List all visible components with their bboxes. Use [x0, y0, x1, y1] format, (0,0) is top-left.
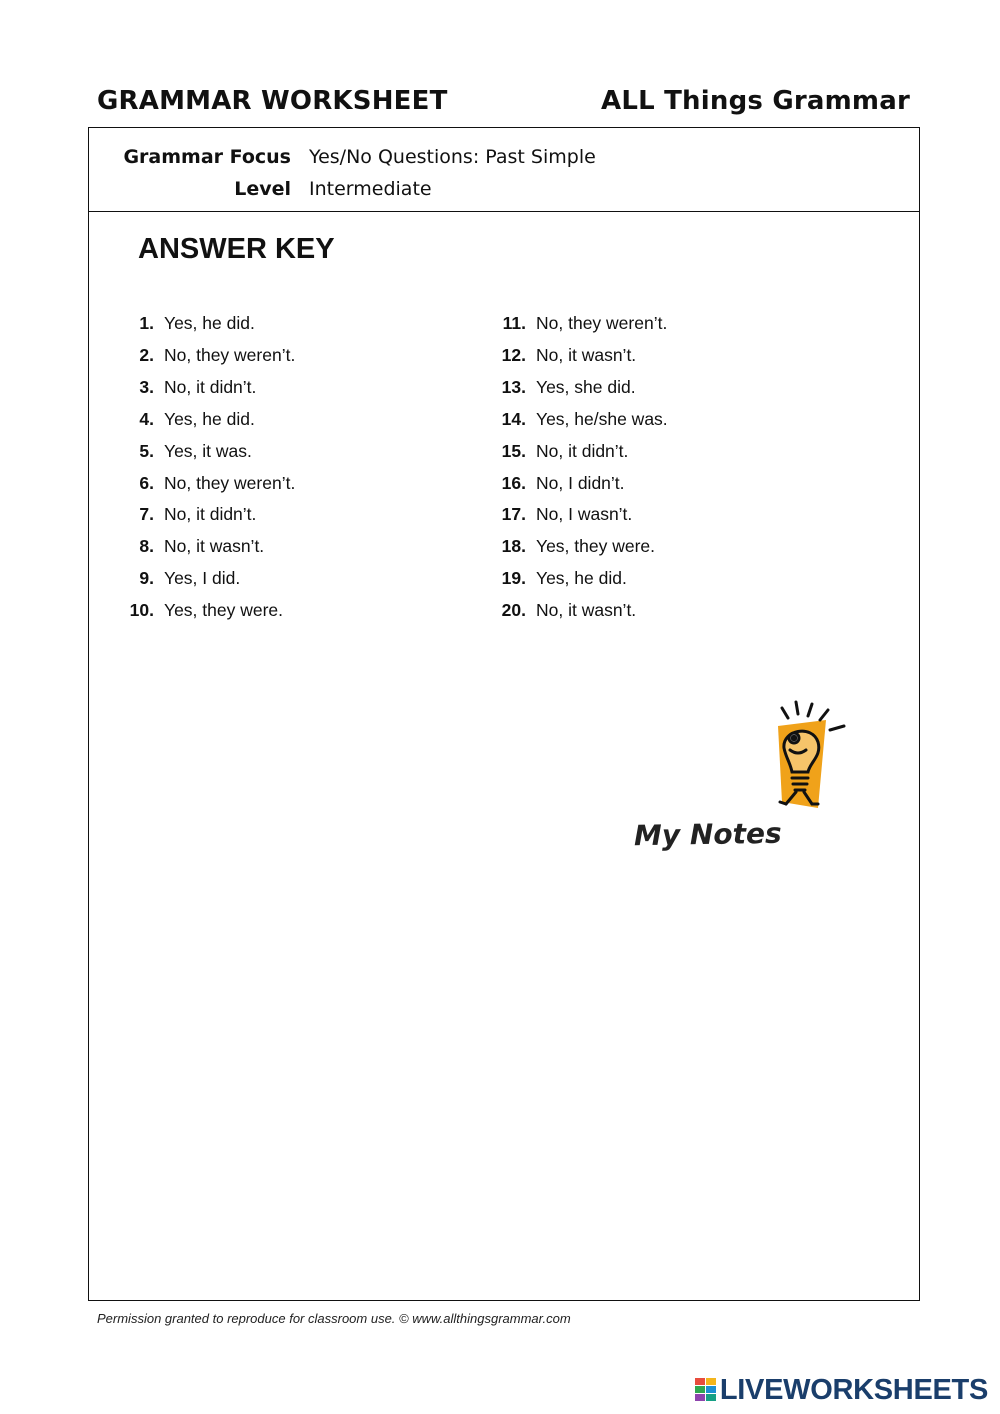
- my-notes-label: My Notes: [633, 816, 782, 853]
- answer-item: [492, 504, 632, 525]
- answer-text: Yes, he/she was.: [536, 408, 668, 429]
- answer-item: [120, 536, 264, 557]
- answer-number: 16.: [501, 472, 526, 493]
- answer-number: 18.: [501, 536, 526, 557]
- answer-item: [492, 473, 625, 494]
- brand-title: ALL Things Grammar: [601, 86, 910, 116]
- answer-item: [120, 473, 295, 494]
- answer-number: 19.: [501, 568, 526, 589]
- lightbulb-character-icon: [768, 700, 852, 812]
- answer-text: Yes, he did.: [164, 408, 255, 429]
- answer-item: [120, 600, 283, 621]
- answer-text: No, they weren’t.: [536, 313, 668, 333]
- answer-item: [492, 536, 655, 557]
- focus-value: Yes/No Questions: Past Simple: [309, 146, 596, 168]
- answer-text: Yes, they were.: [536, 536, 656, 557]
- answer-number: 13.: [501, 376, 526, 397]
- answer-text: No, I wasn’t.: [536, 504, 633, 525]
- answer-number: 9.: [139, 568, 154, 589]
- liveworksheets-text: LIVEWORKSHEETS: [719, 1373, 988, 1406]
- answer-text: No, I didn’t.: [536, 472, 625, 493]
- answer-item: [492, 345, 636, 366]
- answer-number: 12.: [501, 344, 526, 365]
- answer-item: [120, 409, 255, 430]
- answer-number: 2.: [139, 344, 154, 365]
- answer-item: [120, 504, 256, 525]
- answer-item: [120, 377, 256, 398]
- answer-item: [120, 345, 295, 366]
- answer-number: 6.: [139, 472, 154, 493]
- liveworksheets-watermark: [695, 1373, 988, 1406]
- answer-text: Yes, they were.: [164, 600, 284, 621]
- answer-item: [492, 377, 636, 398]
- answer-item: [492, 568, 627, 589]
- answer-number: 17.: [501, 504, 526, 525]
- answer-text: Yes, he did.: [536, 568, 627, 589]
- answer-text: Yes, he did.: [164, 313, 255, 333]
- answer-text: Yes, it was.: [164, 440, 252, 461]
- level-label: Level: [234, 178, 291, 200]
- answer-number: 5.: [139, 440, 154, 461]
- worksheet-title: GRAMMAR WORKSHEET: [97, 86, 448, 116]
- answer-item: [120, 441, 252, 462]
- liveworksheets-logo-icon: [695, 1378, 717, 1402]
- answer-text: No, it didn’t.: [164, 376, 257, 397]
- answer-text: Yes, I did.: [164, 568, 241, 589]
- info-box: [89, 128, 919, 212]
- answer-key-title: ANSWER KEY: [138, 233, 335, 265]
- answer-number: 20.: [501, 600, 526, 621]
- answer-number: 4.: [139, 408, 154, 429]
- answer-item: [492, 313, 667, 334]
- answer-number: 15.: [501, 440, 526, 461]
- focus-label: Grammar Focus: [123, 146, 291, 168]
- answer-item: [492, 441, 628, 462]
- answer-number: 1.: [139, 313, 154, 333]
- level-value: Intermediate: [309, 178, 432, 200]
- answer-text: No, it wasn’t.: [164, 536, 265, 557]
- answer-text: No, it wasn’t.: [536, 600, 637, 621]
- answer-item: [120, 313, 255, 334]
- answer-text: No, it wasn’t.: [536, 344, 637, 365]
- answer-number: 3.: [139, 376, 154, 397]
- answer-number: 7.: [139, 504, 154, 525]
- answer-text: No, they weren’t.: [164, 344, 296, 365]
- answer-text: No, it didn’t.: [164, 504, 257, 525]
- answer-text: No, it didn’t.: [536, 440, 629, 461]
- copyright-footer: Permission granted to reproduce for classroom use. © www.allthingsgrammar.com: [97, 1311, 571, 1326]
- answer-text: No, they weren’t.: [164, 472, 296, 493]
- answer-text: Yes, she did.: [536, 376, 636, 397]
- answer-item: [492, 600, 636, 621]
- answer-item: [492, 409, 668, 430]
- answer-item: [120, 568, 240, 589]
- answer-number: 8.: [139, 536, 154, 557]
- answer-number: 11.: [502, 313, 526, 333]
- answer-number: 14.: [501, 408, 526, 429]
- answer-number: 10.: [129, 600, 154, 621]
